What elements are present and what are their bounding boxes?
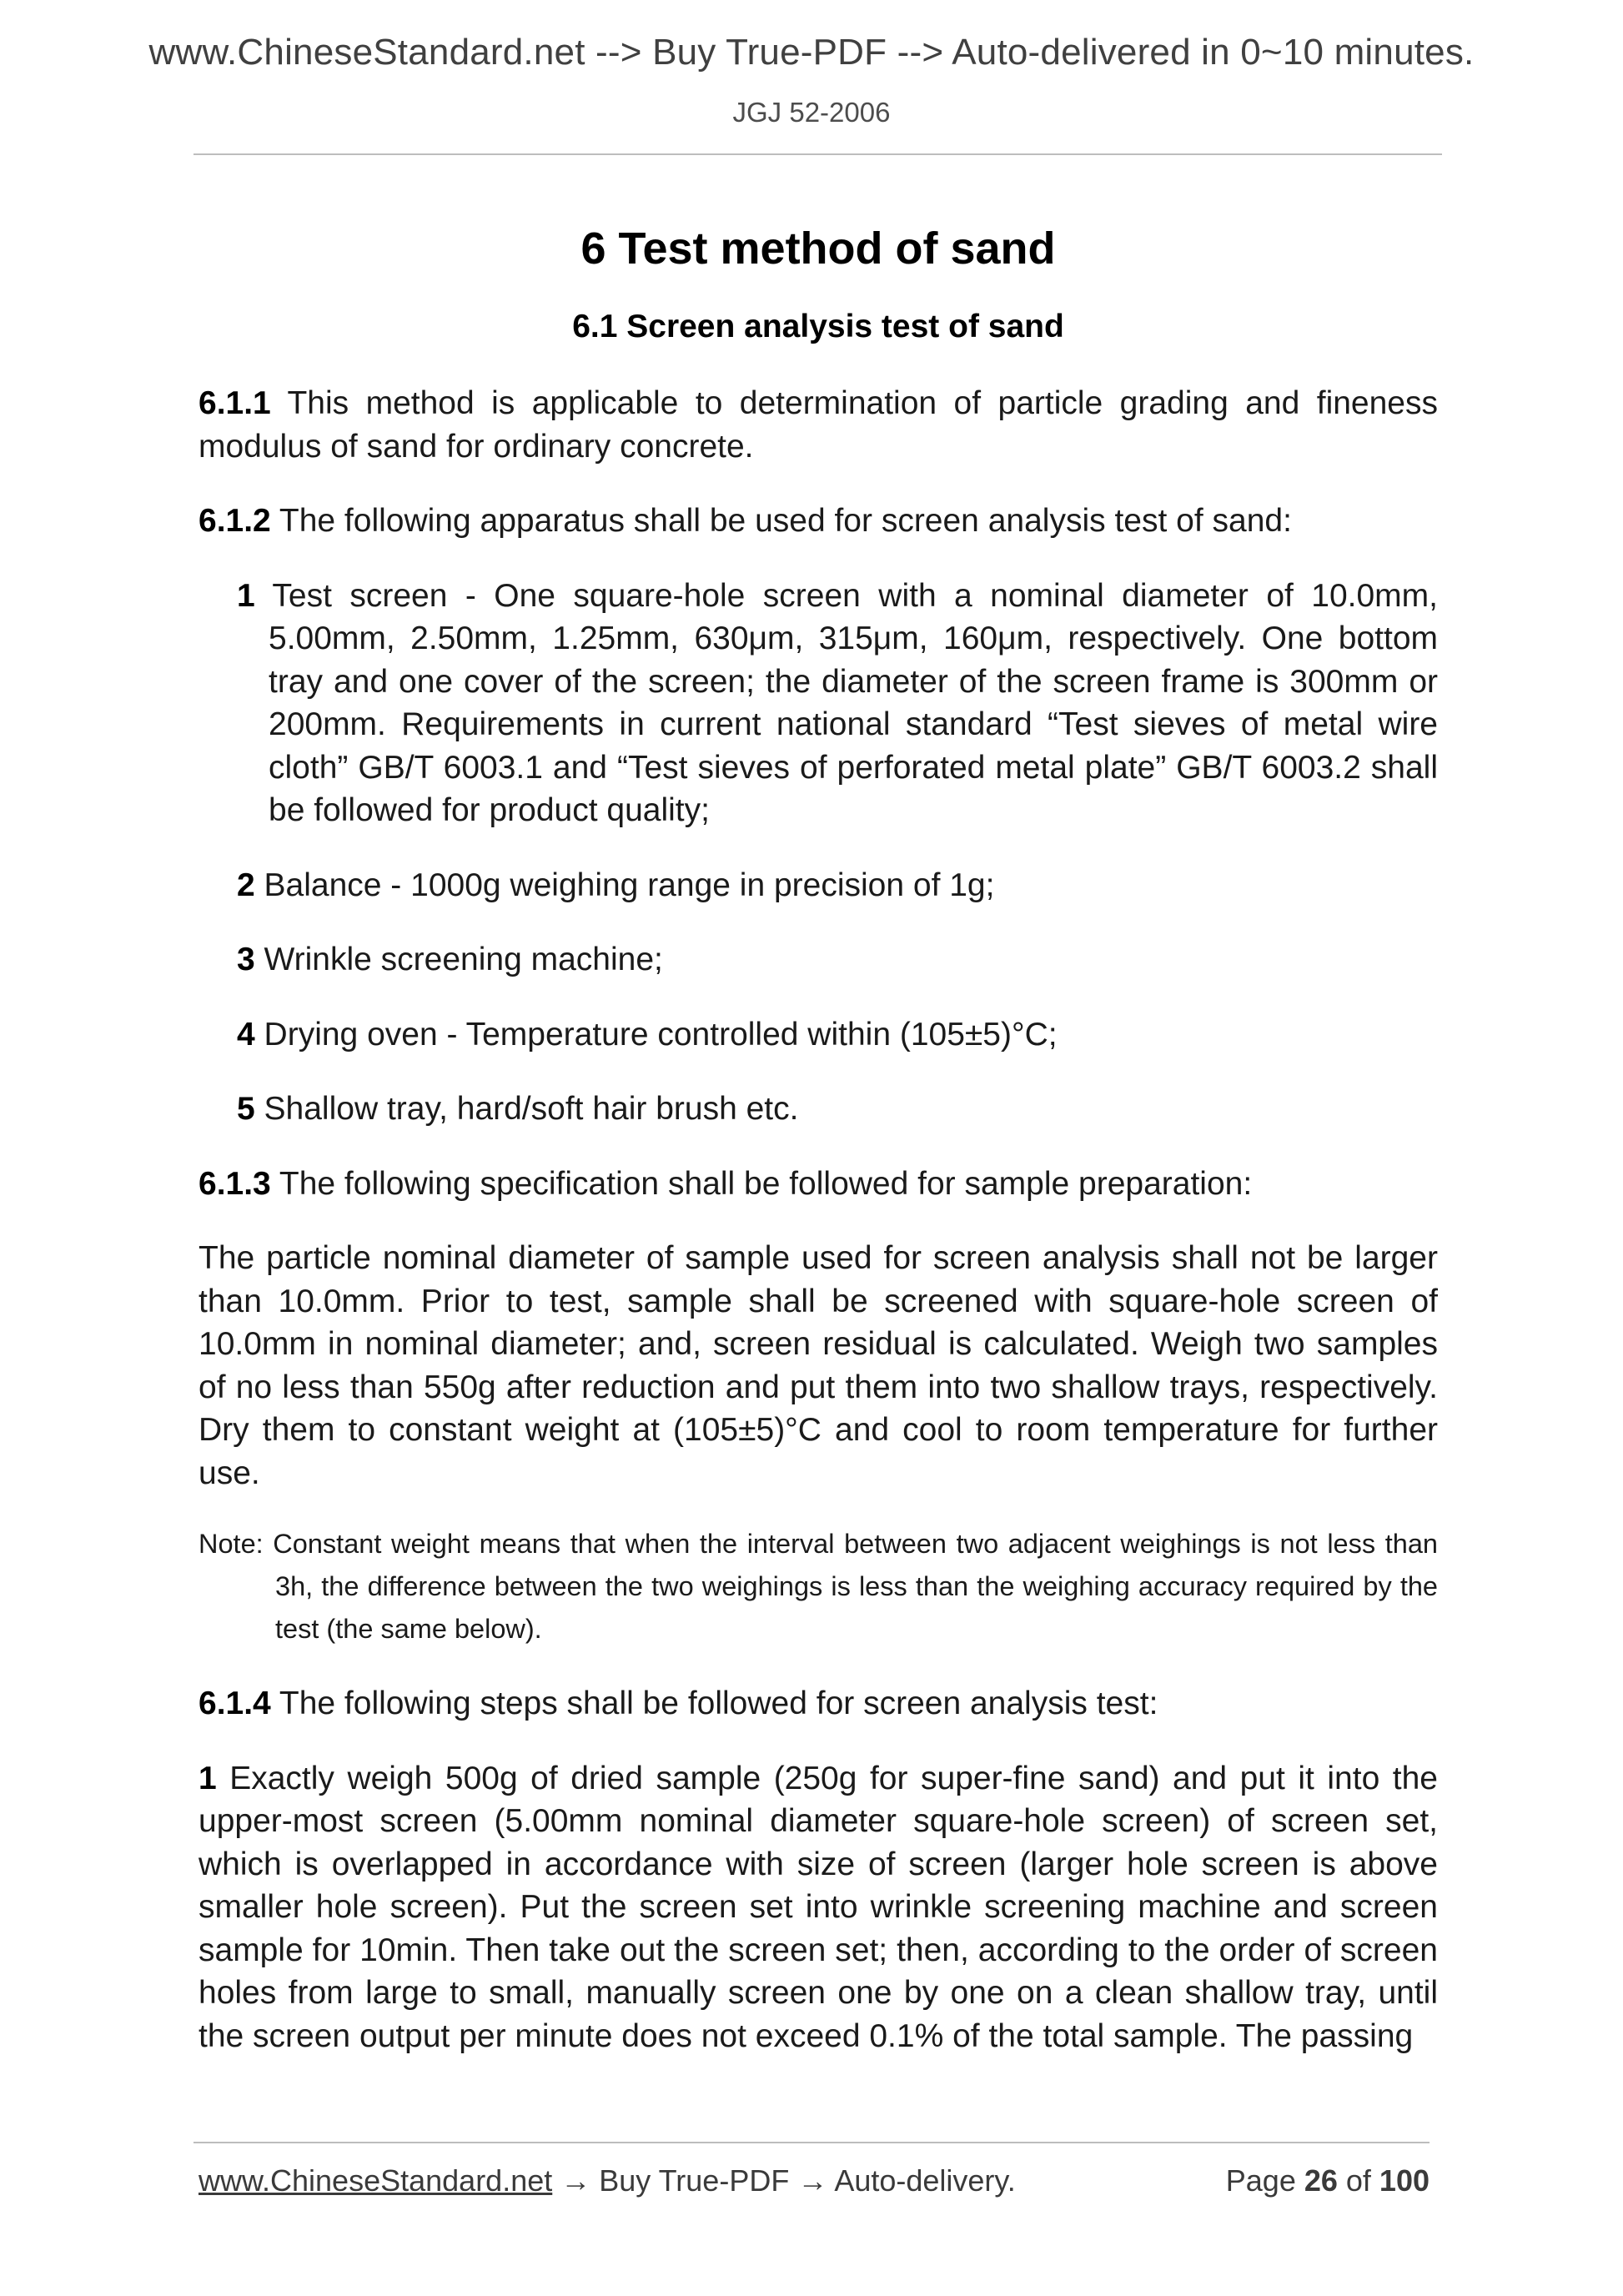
item-number: 1	[237, 577, 255, 614]
apparatus-item-2	[237, 864, 1438, 907]
item-text: Wrinkle screening machine;	[254, 942, 663, 977]
clause-text: The following steps shall be followed for screen analysis test:	[270, 1686, 1158, 1721]
clause-number: 6.1.2	[198, 503, 271, 539]
clause-6-1-4	[198, 1682, 1438, 1726]
clause-number: 6.1.1	[198, 385, 271, 421]
footer-site-link[interactable]: www.ChineseStandard.net	[198, 2163, 553, 2198]
item-number: 2	[237, 867, 255, 903]
clause-text: The following apparatus shall be used for screen analysis test of sand:	[270, 503, 1292, 539]
standard-code: JGJ 52-2006	[732, 97, 891, 128]
sample-preparation-paragraph: The particle nominal diameter of sample used for screen analysis shall not be larger than 10.0mm. Prior to test, sample shall be screened with square-hole screen of 10.0mm in nominal diameter; and, screen residual is calculated. Weigh two samples of no less than 550g after reduction and put them into two shallow trays, respectively. Dry them to constant weight at (105±5)°C and cool to room temperature for further use.	[198, 1240, 1438, 1491]
page-total: 100	[1379, 2163, 1430, 2198]
footer-tagline: → Buy True-PDF → Auto-delivery.	[552, 2163, 1016, 2198]
page-content	[198, 215, 1438, 2057]
page-label: Page	[1225, 2163, 1304, 2198]
header-divider	[193, 153, 1442, 155]
item-text: Balance - 1000g weighing range in precision of 1g;	[254, 867, 995, 903]
item-text: Shallow tray, hard/soft hair brush etc.	[254, 1091, 799, 1127]
clause-6-1-3	[198, 1163, 1438, 1206]
item-text: Drying oven - Temperature controlled within (105±5)°C;	[254, 1016, 1058, 1053]
clause-number: 6.1.4	[198, 1686, 271, 1721]
page-indicator	[1226, 2163, 1430, 2198]
step-text: Exactly weigh 500g of dried sample (250g for super-fine sand) and put it into the upper-most screen (5.00mm nominal diameter square-hole screen) of screen set, which is overlapped in accordance with size of screen (larger hole screen is above smaller hole screen). Put the screen set into wrinkle screening machine and screen sample for 10min. Then take out the screen set; then, according to the order of screen holes from large to small, manually screen one by one on a clean shallow tray, until the screen output per minute does not exceed 0.1% of the total sample. The passing	[198, 1760, 1438, 2054]
top-banner: www.ChineseStandard.net --> Buy True-PDF --> Auto-delivered in 0~10 minutes.	[148, 32, 1475, 73]
item-number: 3	[237, 942, 255, 977]
apparatus-item-5	[237, 1088, 1438, 1131]
step-number: 1	[198, 1760, 217, 1796]
clause-text: The following specification shall be followed for sample preparation:	[270, 1165, 1253, 1202]
page-of: of	[1337, 2163, 1379, 2198]
clause-6-1-1	[198, 382, 1438, 468]
footer-promo	[198, 2163, 1016, 2198]
apparatus-item-4	[237, 1013, 1438, 1057]
clause-text: This method is applicable to determination of particle grading and fineness modulus of sand for ordinary concrete.	[198, 385, 1438, 465]
section-title: 6.1 Screen analysis test of sand	[572, 309, 1064, 344]
item-text: Test screen - One square-hole screen with a nominal diameter of 10.0mm, 5.00mm, 2.50mm, 1.25mm, 630μm, 315μm, 160μm, respectively. One bottom tray and one cover of the screen; the diameter of the screen frame is 300mm or 200mm. Requirements in current national standard “Test sieves of metal wire cloth” GB/T 6003.1 and “Test sieves of perforated metal plate” GB/T 6003.2 shall be followed for product quality;	[254, 577, 1438, 828]
clause-6-1-2	[198, 500, 1438, 543]
item-number: 4	[237, 1016, 255, 1053]
chapter-title: 6 Test method of sand	[580, 224, 1056, 274]
constant-weight-note: Note: Constant weight means that when the interval between two adjacent weighings is not less than 3h, the difference between the two weighings is less than the weighing accuracy required by the test (the same below).	[198, 1529, 1438, 1644]
apparatus-item-3	[237, 938, 1438, 982]
apparatus-item-1	[237, 575, 1438, 832]
clause-number: 6.1.3	[198, 1165, 271, 1202]
page-current: 26	[1304, 2163, 1338, 2198]
item-number: 5	[237, 1091, 255, 1127]
step-1	[198, 1757, 1438, 2058]
footer-divider	[193, 2142, 1430, 2143]
